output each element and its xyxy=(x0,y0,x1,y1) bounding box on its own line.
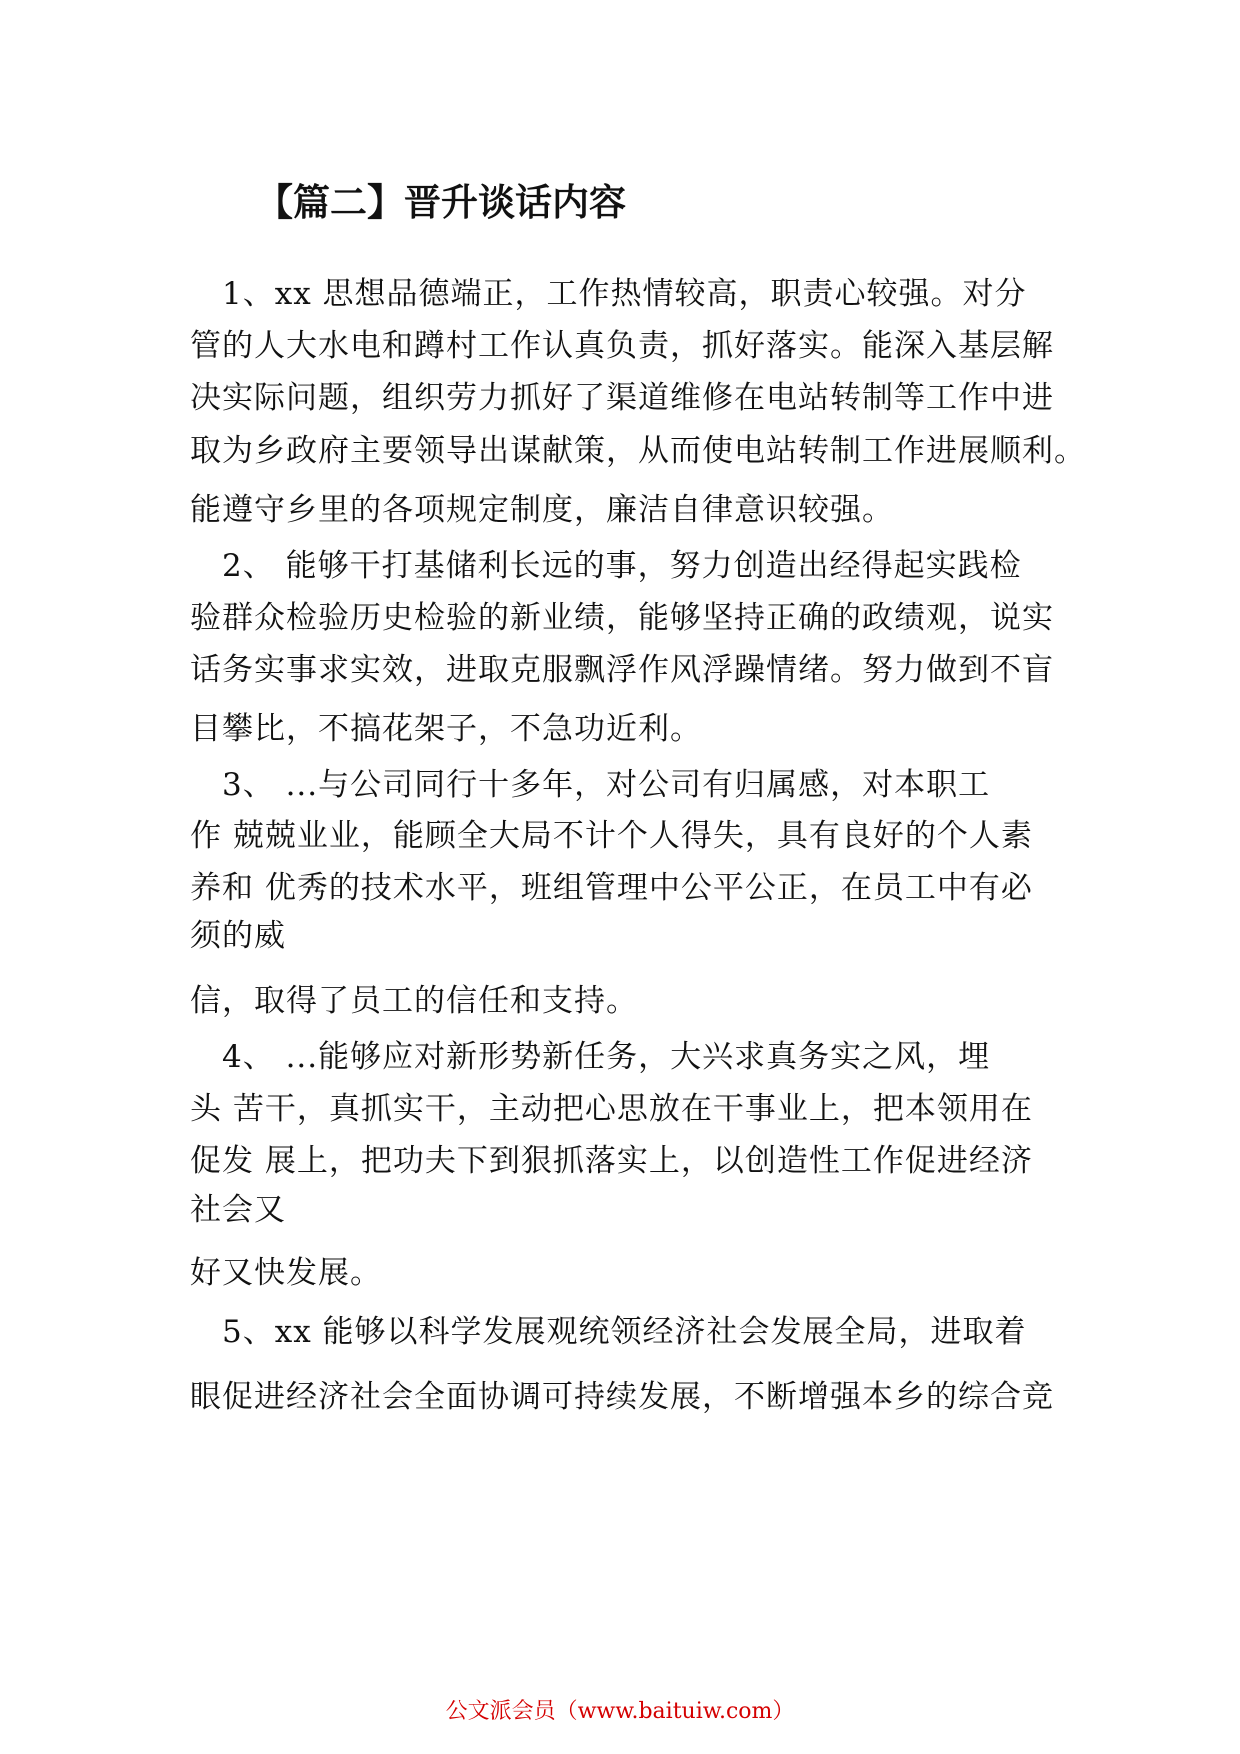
body-line-2: 管的人大水电和蹲村工作认真负责，抓好落实。能深入基层解 xyxy=(190,328,1054,364)
body-line-7: 验群众检验历史检验的新业绩，能够坚持正确的政绩观，说实 xyxy=(190,600,1054,636)
body-line-17: 促发 展上，把功夫下到狠抓落实上，以创造性工作促进经济 xyxy=(190,1143,1033,1179)
body-line-9: 目攀比，不搞花架子，不急功近利。 xyxy=(190,711,702,747)
body-line-1: 1、xx 思想品德端正，工作热情较高，职责心较强。对分 xyxy=(190,276,1027,312)
body-line-15: 4、 ...能够应对新形势新任务，大兴求真务实之风，埋 xyxy=(190,1039,991,1075)
body-line-12: 养和 优秀的技术水平，班组管理中公平公正，在员工中有必 xyxy=(190,870,1033,906)
body-line-4: 取为乡政府主要领导出谋献策，从而使电站转制工作进展顺利。 xyxy=(190,433,1086,469)
body-line-13: 须的威 xyxy=(190,918,286,954)
body-line-20: 5、xx 能够以科学发展观统领经济社会发展全局，进取着 xyxy=(190,1314,1027,1350)
body-line-10: 3、 ...与公司同行十多年，对公司有归属感，对本职工 xyxy=(190,767,991,803)
footer-watermark: 公文派会员（www.baituiw.com） xyxy=(445,1699,795,1724)
body-line-16: 头 苦干，真抓实干，主动把心思放在干事业上，把本领用在 xyxy=(190,1091,1033,1127)
body-line-8: 话务实事求实效，进取克服飘浮作风浮躁情绪。努力做到不盲 xyxy=(190,652,1054,688)
body-line-5: 能遵守乡里的各项规定制度，廉洁自律意识较强。 xyxy=(190,492,894,528)
body-line-19: 好又快发展。 xyxy=(190,1255,382,1291)
body-line-3: 决实际问题，组织劳力抓好了渠道维修在电站转制等工作中进 xyxy=(190,380,1054,416)
body-line-11: 作 兢兢业业，能顾全大局不计个人得失，具有良好的个人素 xyxy=(190,818,1033,854)
body-line-21: 眼促进经济社会全面协调可持续发展，不断增强本乡的综合竞 xyxy=(190,1379,1054,1415)
body-line-6: 2、 能够干打基储利长远的事，努力创造出经得起实践检 xyxy=(190,548,1022,584)
document-title: 【篇二】晋升谈话内容 xyxy=(256,181,626,224)
body-line-18: 社会又 xyxy=(190,1192,286,1228)
body-line-14: 信，取得了员工的信任和支持。 xyxy=(190,983,638,1019)
